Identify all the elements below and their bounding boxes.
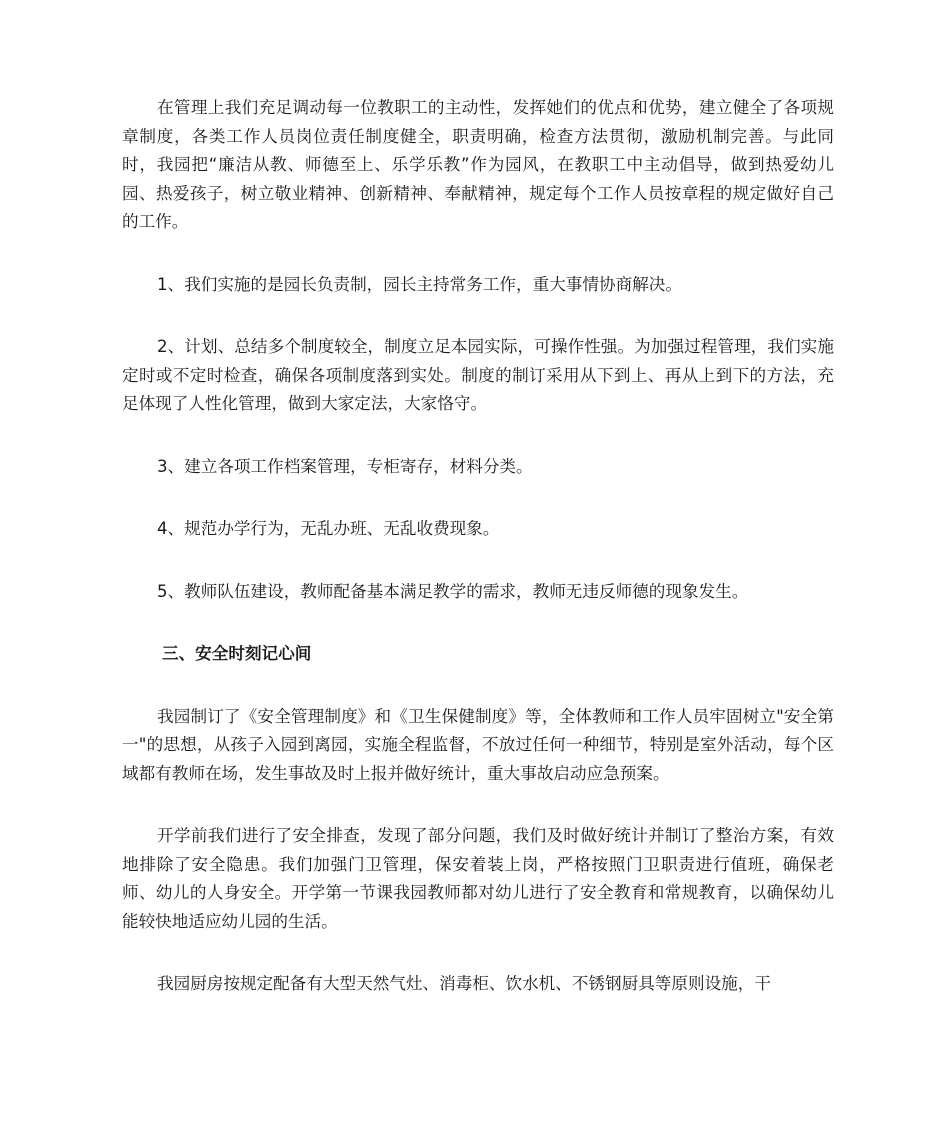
paragraph-kitchen-facilities: 我园厨房按规定配备有大型天然气灶、消毒柜、饮水机、不锈钢厨具等原则设施，干	[157, 974, 771, 993]
paragraph-safety-inspection: 开学前我们进行了安全排查，发现了部分问题，我们及时做好统计并制订了整治方案，有效地排除了安全隐患。我们加强门卫管理，保安着装上岗，严格按照门卫职责进行值班，确保老师、幼儿的人身安全。开学第一节课我园教师都对幼儿进行了安全教育和常规教育，以确保幼儿能较快地适应幼儿园的生活。	[122, 826, 834, 931]
paragraph-safety-rules: 我园制订了《安全管理制度》和《卫生保健制度》等，全体教师和工作人员牢固树立"安全第一"的思想，从孩子入园到离园，实施全程监督，不放过任何一种细节，特别是室外活动，每个区域都有教师在场，发生事故及时上报并做好统计，重大事故启动应急预案。	[122, 706, 834, 783]
paragraph-management-intro: 在管理上我们充足调动每一位教职工的主动性，发挥她们的优点和优势，建立健全了各项规章制度，各类工作人员岗位责任制度健全，职责明确，检查方法贯彻，激励机制完善。与此同时，我园把“廉洁从教、师德至上、乐学乐教”作为园风，在教职工中主动倡导，做到热爱幼儿园、热爱孩子，树立敬业精神、创新精神、奉献精神，规定每个工作人员按章程的规定做好自己的工作。	[122, 98, 834, 231]
paragraph-item-5: 5、教师队伍建设，教师配备基本满足教学的需求，教师无违反师德的现象发生。	[157, 581, 749, 601]
paragraph-item-4: 4、规范办学行为，无乱办班、无乱收费现象。	[157, 519, 500, 538]
document-body	[122, 94, 834, 999]
paragraph-item-1: 1、我们实施的是园长负责制，园长主持常务工作，重大事情协商解决。	[157, 274, 682, 294]
paragraph-item-2: 2、计划、总结多个制度较全，制度立足本园实际，可操作性强。为加强过程管理，我们实施定时或不定时检查，确保各项制度落到实处。制度的制订采用从下到上、再从上到下的方法，充足体现了人性化管理，做到大家定法，大家恪守。	[122, 337, 834, 413]
section-heading-safety: 三、安全时刻记心间	[162, 644, 312, 663]
paragraph-item-3: 3、建立各项工作档案管理，专柜寄存，材料分类。	[157, 456, 533, 476]
